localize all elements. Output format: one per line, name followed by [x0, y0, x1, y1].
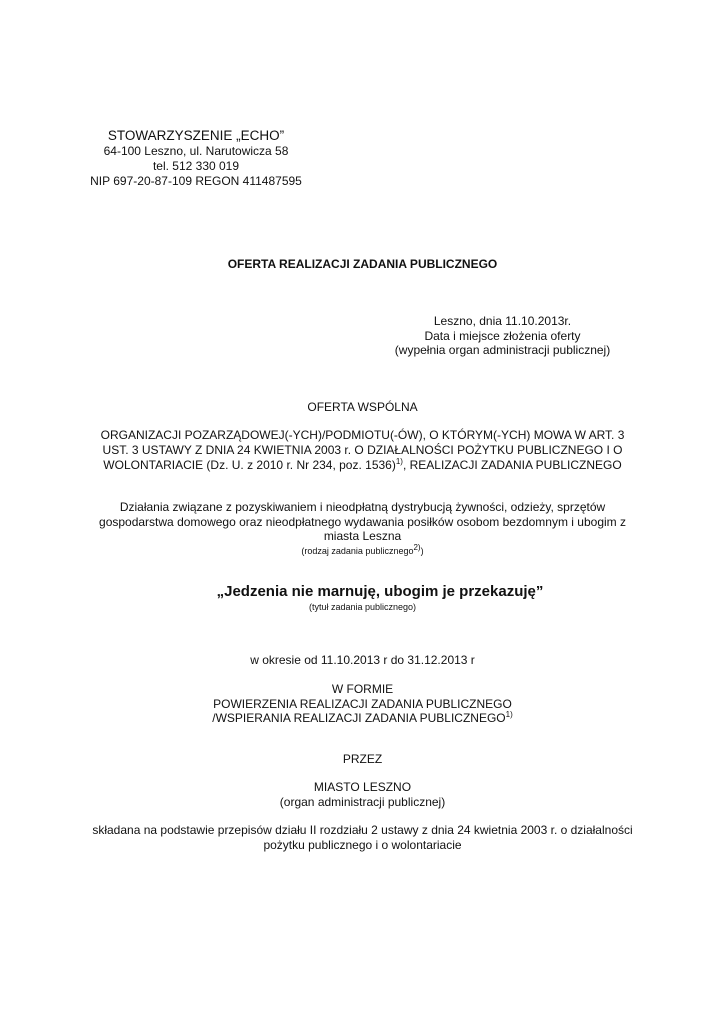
- organizations-line: UST. 3 USTAWY Z DNIA 24 KWIETNIA 2003 r. O DZIAŁALNOŚCI POŻYTKU PUBLICZNEGO I O: [102, 443, 623, 457]
- document-title: OFERTA REALIZACJI ZADANIA PUBLICZNEGO: [227, 257, 498, 271]
- footnote-marker: 1): [395, 457, 403, 466]
- organization-phone: tel. 512 330 019: [152, 159, 240, 173]
- task-kind-line: Działania związane z pozyskiwaniem i nieodpłatną dystrybucją żywności, odzieży, sprzętów: [119, 500, 606, 514]
- task-kind-line: miasta Leszna: [323, 529, 402, 543]
- task-kind-caption: [0, 544, 725, 559]
- task-kind-caption-end: ): [420, 545, 424, 556]
- task-kind-block: [0, 500, 725, 558]
- form-block: [0, 682, 725, 726]
- legal-basis: [0, 823, 725, 852]
- form-option: [0, 711, 725, 726]
- organization-registry: NIP 697-20-87-109 REGON 411487595: [90, 174, 302, 188]
- form-heading: W FORMIE: [331, 682, 394, 696]
- organizations-description: [0, 428, 725, 473]
- submission-date-caption: Data i miejsce złożenia oferty: [424, 328, 581, 343]
- task-kind-line: gospodarstwa domowego oraz nieodpłatnego wydawania posiłków osobom bezdomnym i ubogim z: [99, 514, 626, 529]
- offer-type: OFERTA WSPÓLNA: [307, 400, 418, 414]
- legal-basis-line: składana na podstawie przepisów działu II rozdziału 2 ustawy z dnia 24 kwietnia 2003 r. o działalności: [92, 823, 633, 837]
- footnote-marker: 1): [505, 710, 513, 719]
- task-title: „Jedzenia nie marnuję, ubogim je przekazuję”: [216, 583, 544, 600]
- form-option: POWIERZENIA REALIZACJI ZADANIA PUBLICZNEGO: [213, 696, 512, 711]
- submission-date-block: [390, 314, 615, 358]
- footnote-marker: 2): [413, 542, 421, 552]
- authority-caption: (organ administracji publicznej): [279, 794, 446, 809]
- submission-date-note: (wypełnia organ administracji publicznej): [394, 343, 611, 357]
- organizations-line-text: WOLONTARIACIE (Dz. U. z 2010 r. Nr 234, poz. 1536): [103, 458, 396, 472]
- organizations-line: ORGANIZACJI POZARZĄDOWEJ(-YCH)/PODMIOTU(-ÓW), O KTÓRYM(-YCH) MOWA W ART. 3: [100, 428, 625, 442]
- task-title-caption: (tytuł zadania publicznego): [308, 602, 417, 612]
- authority-name: MIASTO LESZNO: [313, 780, 412, 794]
- authority-block: [0, 780, 725, 809]
- organization-header: [0, 127, 392, 189]
- task-kind-caption-text: (rodzaj zadania publicznego: [301, 545, 414, 556]
- organizations-line: [0, 458, 725, 473]
- submission-place-date: Leszno, dnia 11.10.2013r.: [433, 314, 572, 328]
- organizations-line-text: , REALIZACJI ZADANIA PUBLICZNEGO: [402, 458, 622, 472]
- organization-address: 64-100 Leszno, ul. Narutowicza 58: [103, 144, 289, 158]
- legal-basis-line: pożytku publicznego i o wolontariacie: [263, 837, 462, 852]
- task-period: w okresie od 11.10.2013 r do 31.12.2013 r: [250, 653, 475, 667]
- form-option-text: /WSPIERANIA REALIZACJI ZADANIA PUBLICZNEGO: [212, 711, 506, 725]
- organization-name: STOWARZYSZENIE „ECHO”: [107, 128, 285, 143]
- by-label: PRZEZ: [342, 752, 383, 766]
